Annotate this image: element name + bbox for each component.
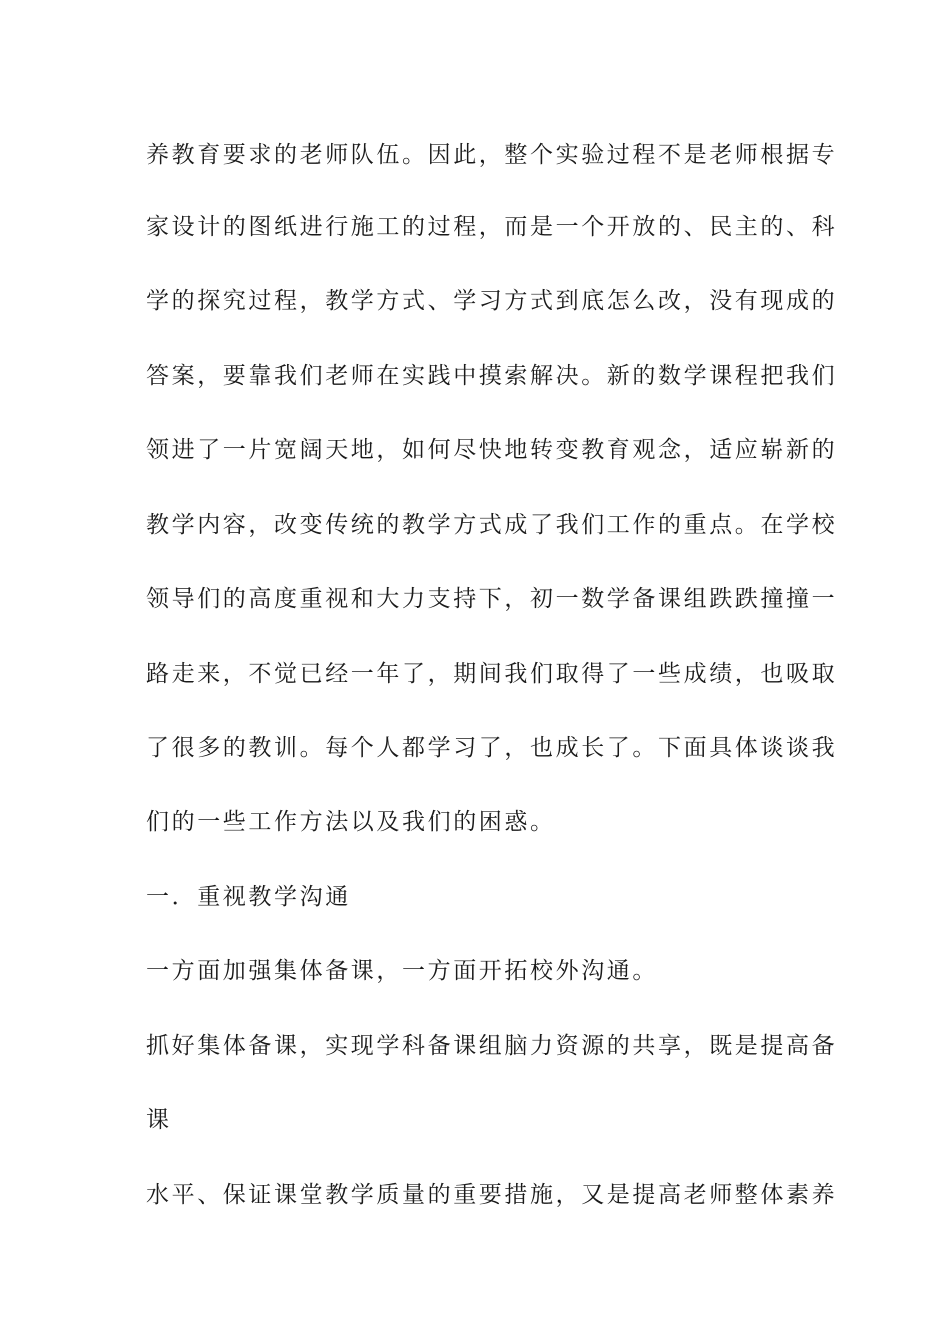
- body-text-line: 课: [146, 1107, 172, 1133]
- body-text-line: 抓好集体备课，实现学科备课组脑力资源的共享，既是提高备: [146, 1033, 838, 1059]
- section-heading: 一．重视教学沟通: [146, 884, 351, 910]
- body-text-line: 答案，要靠我们老师在实践中摸索解决。新的数学课程把我们: [146, 363, 838, 389]
- body-text-line: 水平、保证课堂教学质量的重要措施，又是提高老师整体素养: [146, 1182, 838, 1208]
- body-text-line: 家设计的图纸进行施工的过程，而是一个开放的、民主的、科: [146, 214, 838, 240]
- body-text-line: 学的探究过程，教学方式、学习方式到底怎么改，没有现成的: [146, 288, 838, 314]
- body-text-line: 了很多的教训。每个人都学习了，也成长了。下面具体谈谈我: [146, 735, 838, 761]
- body-text-line: 一方面加强集体备课，一方面开拓校外沟通。: [146, 958, 658, 984]
- body-text-line: 领导们的高度重视和大力支持下，初一数学备课组跌跌撞撞一: [146, 586, 838, 612]
- body-text-line: 领进了一片宽阔天地，如何尽快地转变教育观念，适应崭新的: [146, 437, 838, 463]
- body-text-line: 教学内容，改变传统的教学方式成了我们工作的重点。在学校: [146, 512, 838, 538]
- body-text-line: 路走来，不觉已经一年了，期间我们取得了一些成绩，也吸取: [146, 661, 838, 687]
- body-text-line: 们的一些工作方法以及我们的困惑。: [146, 809, 556, 835]
- body-text-line: 养教育要求的老师队伍。因此，整个实验过程不是老师根据专: [146, 142, 838, 168]
